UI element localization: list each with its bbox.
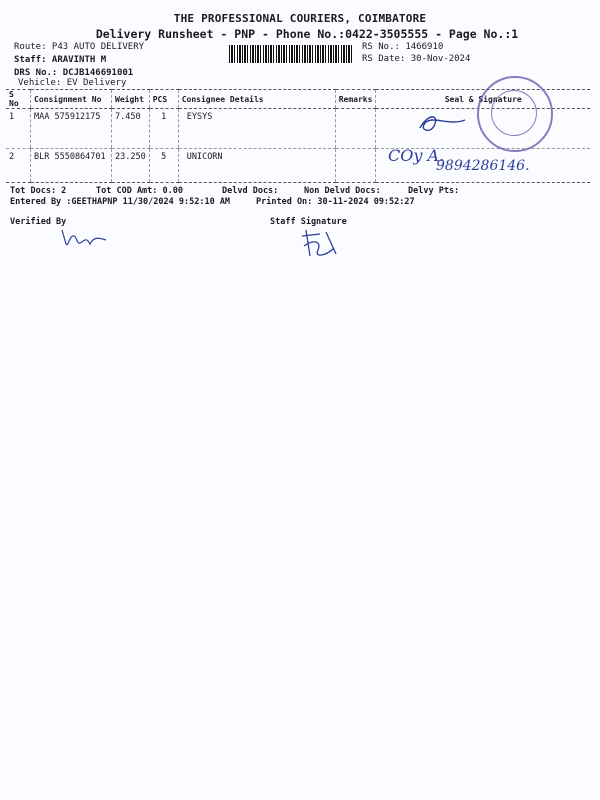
tot-docs: Tot Docs: 2	[10, 186, 67, 196]
cell-remarks	[335, 149, 376, 183]
col-header-sno: S No	[6, 90, 31, 109]
entered-by: Entered By :GEETHAPNP 11/30/2024 9:52:10 AM	[10, 197, 231, 207]
cell-consignee: UNICORN	[178, 149, 335, 183]
col-header-consignee: Consignee Details	[178, 90, 335, 109]
col-header-seal: Seal & Signature	[376, 90, 590, 109]
company-seal-stamp	[477, 76, 553, 152]
company-name: THE PROFESSIONAL COURIERS, COIMBATORE	[173, 12, 427, 25]
cell-consignee: EYSYS	[178, 109, 335, 149]
col-header-remarks: Remarks	[335, 90, 376, 109]
col-header-consignment: Consignment No	[31, 90, 112, 109]
cell-weight: 23.250	[112, 149, 150, 183]
cell-consignment: MAA 575912175	[31, 109, 112, 149]
staff-signature-label: Staff Signature	[270, 217, 347, 227]
rs-number: RS No.: 1466910	[362, 42, 444, 52]
verifier-signature	[56, 224, 116, 252]
cell-sno: 2	[6, 149, 31, 183]
cell-pcs: 5	[149, 149, 178, 183]
delivered-docs: Delvd Docs:	[222, 186, 279, 196]
verified-by-label: Verified By	[10, 217, 67, 227]
col-header-pcs: PCS	[149, 90, 178, 109]
route-label: Route: P43 AUTO DELIVERY	[14, 42, 145, 52]
row2-handwritten-phone: 9894286146.	[436, 158, 530, 174]
staff-label: Staff: ARAVINTH M	[14, 55, 107, 65]
cell-consignment: BLR 5550864701	[31, 149, 112, 183]
cell-weight: 7.450	[112, 109, 150, 149]
drs-number: DRS No.: DCJB146691001	[14, 68, 134, 78]
cell-pcs: 1	[149, 109, 178, 149]
barcode	[229, 45, 354, 63]
staff-signature	[296, 226, 344, 262]
rs-date: RS Date: 30-Nov-2024	[362, 54, 471, 64]
non-delivered-docs: Non Delvd Docs:	[304, 186, 381, 196]
row2-handwritten-note: COy A.	[388, 146, 445, 165]
row1-signature	[410, 108, 470, 138]
vehicle-label: Vehicle: EV Delivery	[18, 78, 127, 88]
col-header-weight: Weight	[112, 90, 150, 109]
delivery-points: Delvy Pts:	[408, 186, 460, 196]
printed-on: Printed On: 30-11-2024 09:52:27	[256, 197, 415, 207]
tot-cod-amount: Tot COD Amt: 0.00	[96, 186, 183, 196]
cell-sno: 1	[6, 109, 31, 149]
cell-remarks	[335, 109, 376, 149]
runsheet-title: Delivery Runsheet - PNP - Phone No.:0422-3505555 - Page No.:1	[95, 27, 519, 41]
